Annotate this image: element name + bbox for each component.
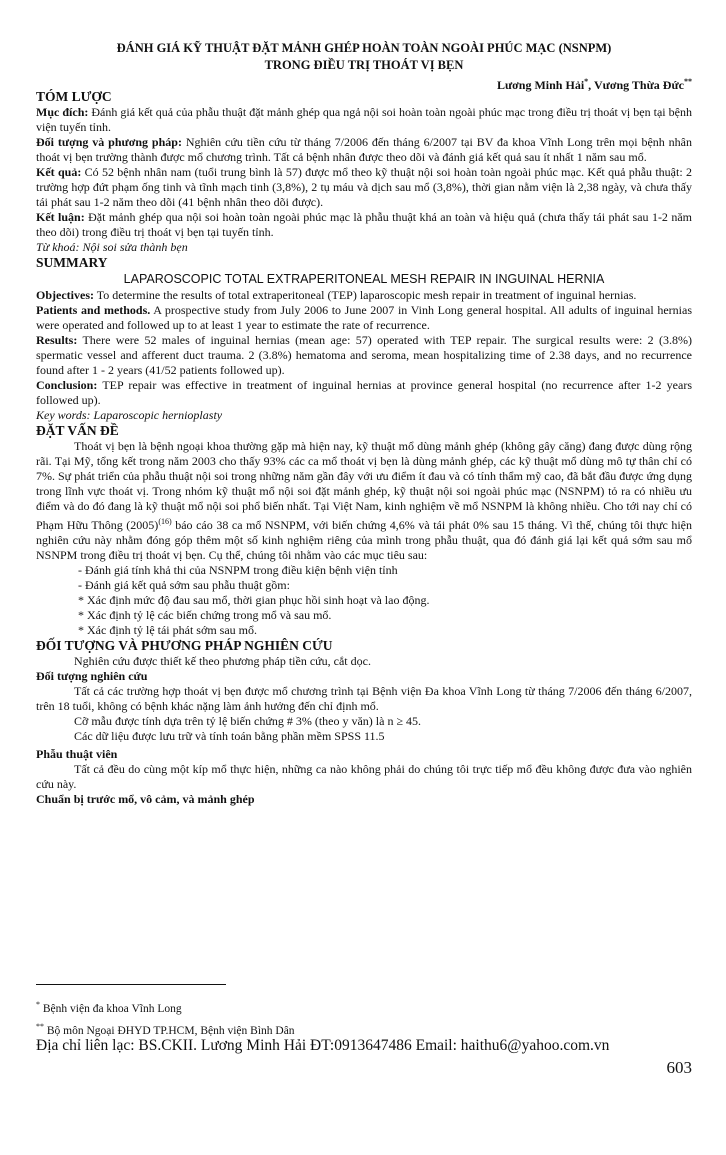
doi-tuong-paragraph-1: Tất cả các trường hợp thoát vị bẹn được mổ chương trình tại Bệnh viện Đa khoa Vĩnh Long từ tháng 7/2006 đến tháng 6/2007, trên 18 tuổi, không có bệnh khác nặng làm ảnh hưởng đến chỉ định mổ.: [36, 684, 692, 713]
doi-tuong-paragraph-2: Cỡ mẫu được tính dựa trên tỷ lệ biến chứng # 3% (theo y văn) là n ≥ 45.: [74, 714, 422, 728]
patients-methods-label: Patients and methods.: [36, 303, 151, 317]
muc-dich-paragraph: [36, 105, 692, 135]
tu-khoa-text: Từ khoá: Nội soi sửa thành bẹn: [36, 240, 188, 254]
key-words: [36, 408, 692, 423]
phau-thuat-vien-heading: Phẫu thuật viên: [36, 747, 118, 761]
tu-khoa: [36, 240, 692, 255]
doi-tuong-text: Nghiên cứu tiền cứu từ tháng 7/2006 đến tháng 6/2007 tại BV đa khoa Vĩnh Long trên mọi bệnh nhân thoát vị bẹn trường thành được mổ chương trình. Tất cả bệnh nhân được theo dõi và đánh giá kết quả sau ít nhất 1 năm sau mổ.: [36, 135, 692, 164]
tom-luoc-heading: TÓM LƯỢC: [36, 89, 112, 104]
list-item: * Xác định mức độ đau sau mổ, thời gian phục hồi sinh hoạt và lao động.: [78, 593, 430, 607]
footnote-2-text: Bộ môn Ngoại ĐHYD TP.HCM, Bệnh viện Bình Dân: [44, 1024, 295, 1037]
list-item: - Đánh giá tính khả thi của NSNPM trong điều kiện bệnh viện tỉnh: [78, 563, 398, 577]
conclusion-label: Conclusion:: [36, 378, 98, 392]
conclusion-paragraph: [36, 378, 692, 408]
doi-tuong-nghien-cuu-heading: Đối tượng nghiên cứu: [36, 669, 148, 683]
title-line-2: TRONG ĐIỀU TRỊ THOÁT VỊ BẸN: [264, 58, 464, 72]
ket-luan-label: Kết luận:: [36, 210, 85, 224]
objectives-label: Objectives:: [36, 288, 94, 302]
list-item: * Xác định tỷ lệ tái phát sớm sau mổ.: [78, 623, 257, 637]
dat-van-de-text-b: báo cáo 38 ca mổ NSNPM, với biến chứng 4,6% và tái phát 0% sau 15 tháng. Vì thế, chúng tôi thực hiện nghiên cứu này nhằm đóng góp thêm một số kinh nghiệm riêng của mình trong phẫu thuật, qua đó đánh giá lại kết quả sớm sau mổ NSNPM trong điều trị thoát vị bẹn. Cụ thể, chúng tôi nhằm vào các mục tiêu sau:: [36, 518, 693, 562]
footnote-1-text: Bệnh viện đa khoa Vĩnh Long: [40, 1002, 182, 1015]
doi-tuong-paragraph: [36, 135, 692, 165]
summary-heading: SUMMARY: [36, 255, 108, 270]
author-2: Vương Thừa Đức: [593, 78, 684, 92]
author-sep: ,: [588, 78, 594, 92]
muc-dich-text: Đánh giá kết quả của phẫu thuật đặt mảnh ghép qua ngả nội soi hoàn toàn ngoài phúc mạc trong điều trị thoát vị bẹn tại bệnh viện tuyến tỉnh.: [36, 105, 692, 134]
doi-tuong-label: Đối tượng và phương pháp:: [36, 135, 182, 149]
conclusion-text: TEP repair was effective in treatment of inguinal hernias at province general hospital (no recurrence after 1-2 years followed up).: [36, 378, 692, 407]
patients-methods-text: A prospective study from July 2006 to June 2007 in Vinh Long general hospital. All adults of inguinal hernias were operated and followed up to at least 1 year to estimate the rate of recurrence.: [36, 303, 692, 332]
ket-qua-label: Kết quả:: [36, 165, 82, 179]
footnote-2: [36, 1020, 295, 1038]
summary-title: LAPAROSCOPIC TOTAL EXTRAPERITONEAL MESH REPAIR IN INGUINAL HERNIA: [123, 272, 605, 286]
ket-qua-text: Có 52 bệnh nhân nam (tuổi trung bình là 57) được mổ theo kỹ thuật nội soi hoàn toàn ngoài phúc mạc. Kết quả phẫu thuật: 2 trường hợp đứt phạm ống tinh và tĩnh mạch tinh (3,8%), 2 tụ máu và dịch sau mổ (3,8%), thời gian nằm viện là 2,38 ngày, và chưa thấy tái phát sau 1-2 năm theo dõi (41 bệnh nhân theo dõi được).: [36, 165, 692, 209]
ket-luan-text: Đặt mảnh ghép qua nội soi hoàn toàn ngoài phúc mạc là phẫu thuật khá an toàn và hiệu quả (chưa thấy tái phát sau 1-2 năm theo dõi) trong điều trị thoát vị bẹn tại tuyến tỉnh.: [36, 210, 692, 239]
reference-mark: (16): [158, 517, 172, 526]
chuan-bi-heading: Chuẩn bị trước mổ, vô cảm, và mảnh ghép: [36, 792, 255, 806]
footnote-divider: [36, 984, 226, 985]
dat-van-de-heading: ĐẶT VẤN ĐỀ: [36, 423, 119, 438]
list-item: * Xác định tỷ lệ các biến chứng trong mổ và sau mổ.: [78, 608, 332, 622]
patients-methods-paragraph: [36, 303, 692, 333]
author-2-mark: **: [684, 77, 692, 86]
key-words-text: Key words: Laparoscopic hernioplasty: [36, 408, 223, 422]
dat-van-de-text-a: Thoát vị bẹn là bệnh ngoại khoa thường gặp mà hiện nay, kỹ thuật mổ dùng mảnh ghép (không gây căng) đang được dùng rộng rãi. Tại Mỹ, tổng kết trong năm 2003 cho thấy 93% các ca mổ thoát vị bẹn là dùng mảnh ghép, các kỹ thuật mổ dùng mô tự thân chỉ có 7%. Sự phát triển của phẫu thuật nội soi trong những năm gần đây với ưu điểm ít đau và có tính thẩm mỹ cao, đã bắt đầu được ứng dụng trong lĩnh vực thoát vị. Trong nhóm kỹ thuật mổ nội soi đặt mảnh ghép, kỹ thuật nội soi ngoài phúc mạc (NSNPM) tỏ ra có nhiều ưu điểm và do đó đang là kỹ thuật mổ nội soi phổ biến nhất. Tại Việt Nam, kinh nghiệm về mổ NSNPM là không nhiều. Cho tới nay chỉ có Phạm Hữu Thông (2005): [36, 439, 692, 532]
contact-info: Địa chỉ liên lạc: BS.CKII. Lương Minh Hải ĐT:0913647486 Email: haithu6@yahoo.com.vn: [36, 1037, 610, 1054]
results-paragraph: [36, 333, 692, 378]
doi-tuong-pp-heading: ĐỐI TƯỢNG VÀ PHƯƠNG PHÁP NGHIÊN CỨU: [36, 638, 333, 653]
footnote-1: [36, 998, 182, 1016]
footnote-1-mark: *: [36, 1000, 40, 1009]
page-number: 603: [666, 1058, 692, 1077]
ket-qua-paragraph: [36, 165, 692, 210]
muc-dich-label: Mục đích:: [36, 105, 89, 119]
article: [36, 40, 692, 807]
author-1-mark: *: [584, 77, 589, 86]
results-label: Results:: [36, 333, 78, 347]
doi-tuong-paragraph-3: Các dữ liệu được lưu trữ và tính toán bằng phần mềm SPSS 11.5: [74, 729, 385, 743]
objectives-text: To determine the results of total extraperitoneal (TEP) laparoscopic mesh repair in treatment of inguinal hernias.: [93, 288, 637, 302]
results-text: There were 52 males of inguinal hernias (mean age: 57) operated with TEP repair. The surgical results were: 2 (3.8%) spermatic vessel and afferent duct trauma. 2 (3.8%) hematoma and seroma, mean hospitalizing time of 2.38 days, and no recurrence found after 1 - 2 years (41/52 patients followed up).: [36, 333, 692, 377]
list-item: - Đánh giá kết quả sớm sau phẫu thuật gồm:: [78, 578, 290, 592]
ket-luan-paragraph: [36, 210, 692, 240]
objectives-list: [36, 563, 692, 638]
phau-thuat-vien-paragraph: Tất cả đều do cùng một kíp mổ thực hiện, những ca nào không phải do chúng tôi trực tiếp mổ đều không được đưa vào nghiên cứu này.: [36, 762, 692, 791]
title-line-1: ĐÁNH GIÁ KỸ THUẬT ĐẶT MẢNH GHÉP HOÀN TOÀN NGOÀI PHÚC MẠC (NSNPM): [116, 41, 612, 55]
objectives-paragraph: [36, 288, 692, 303]
dat-van-de-paragraph: [36, 439, 692, 563]
doi-tuong-pp-intro: Nghiên cứu được thiết kế theo phương pháp tiền cứu, cắt dọc.: [74, 654, 371, 668]
footnote-2-mark: **: [36, 1022, 44, 1031]
author-1: Lương Minh Hải: [496, 78, 585, 92]
